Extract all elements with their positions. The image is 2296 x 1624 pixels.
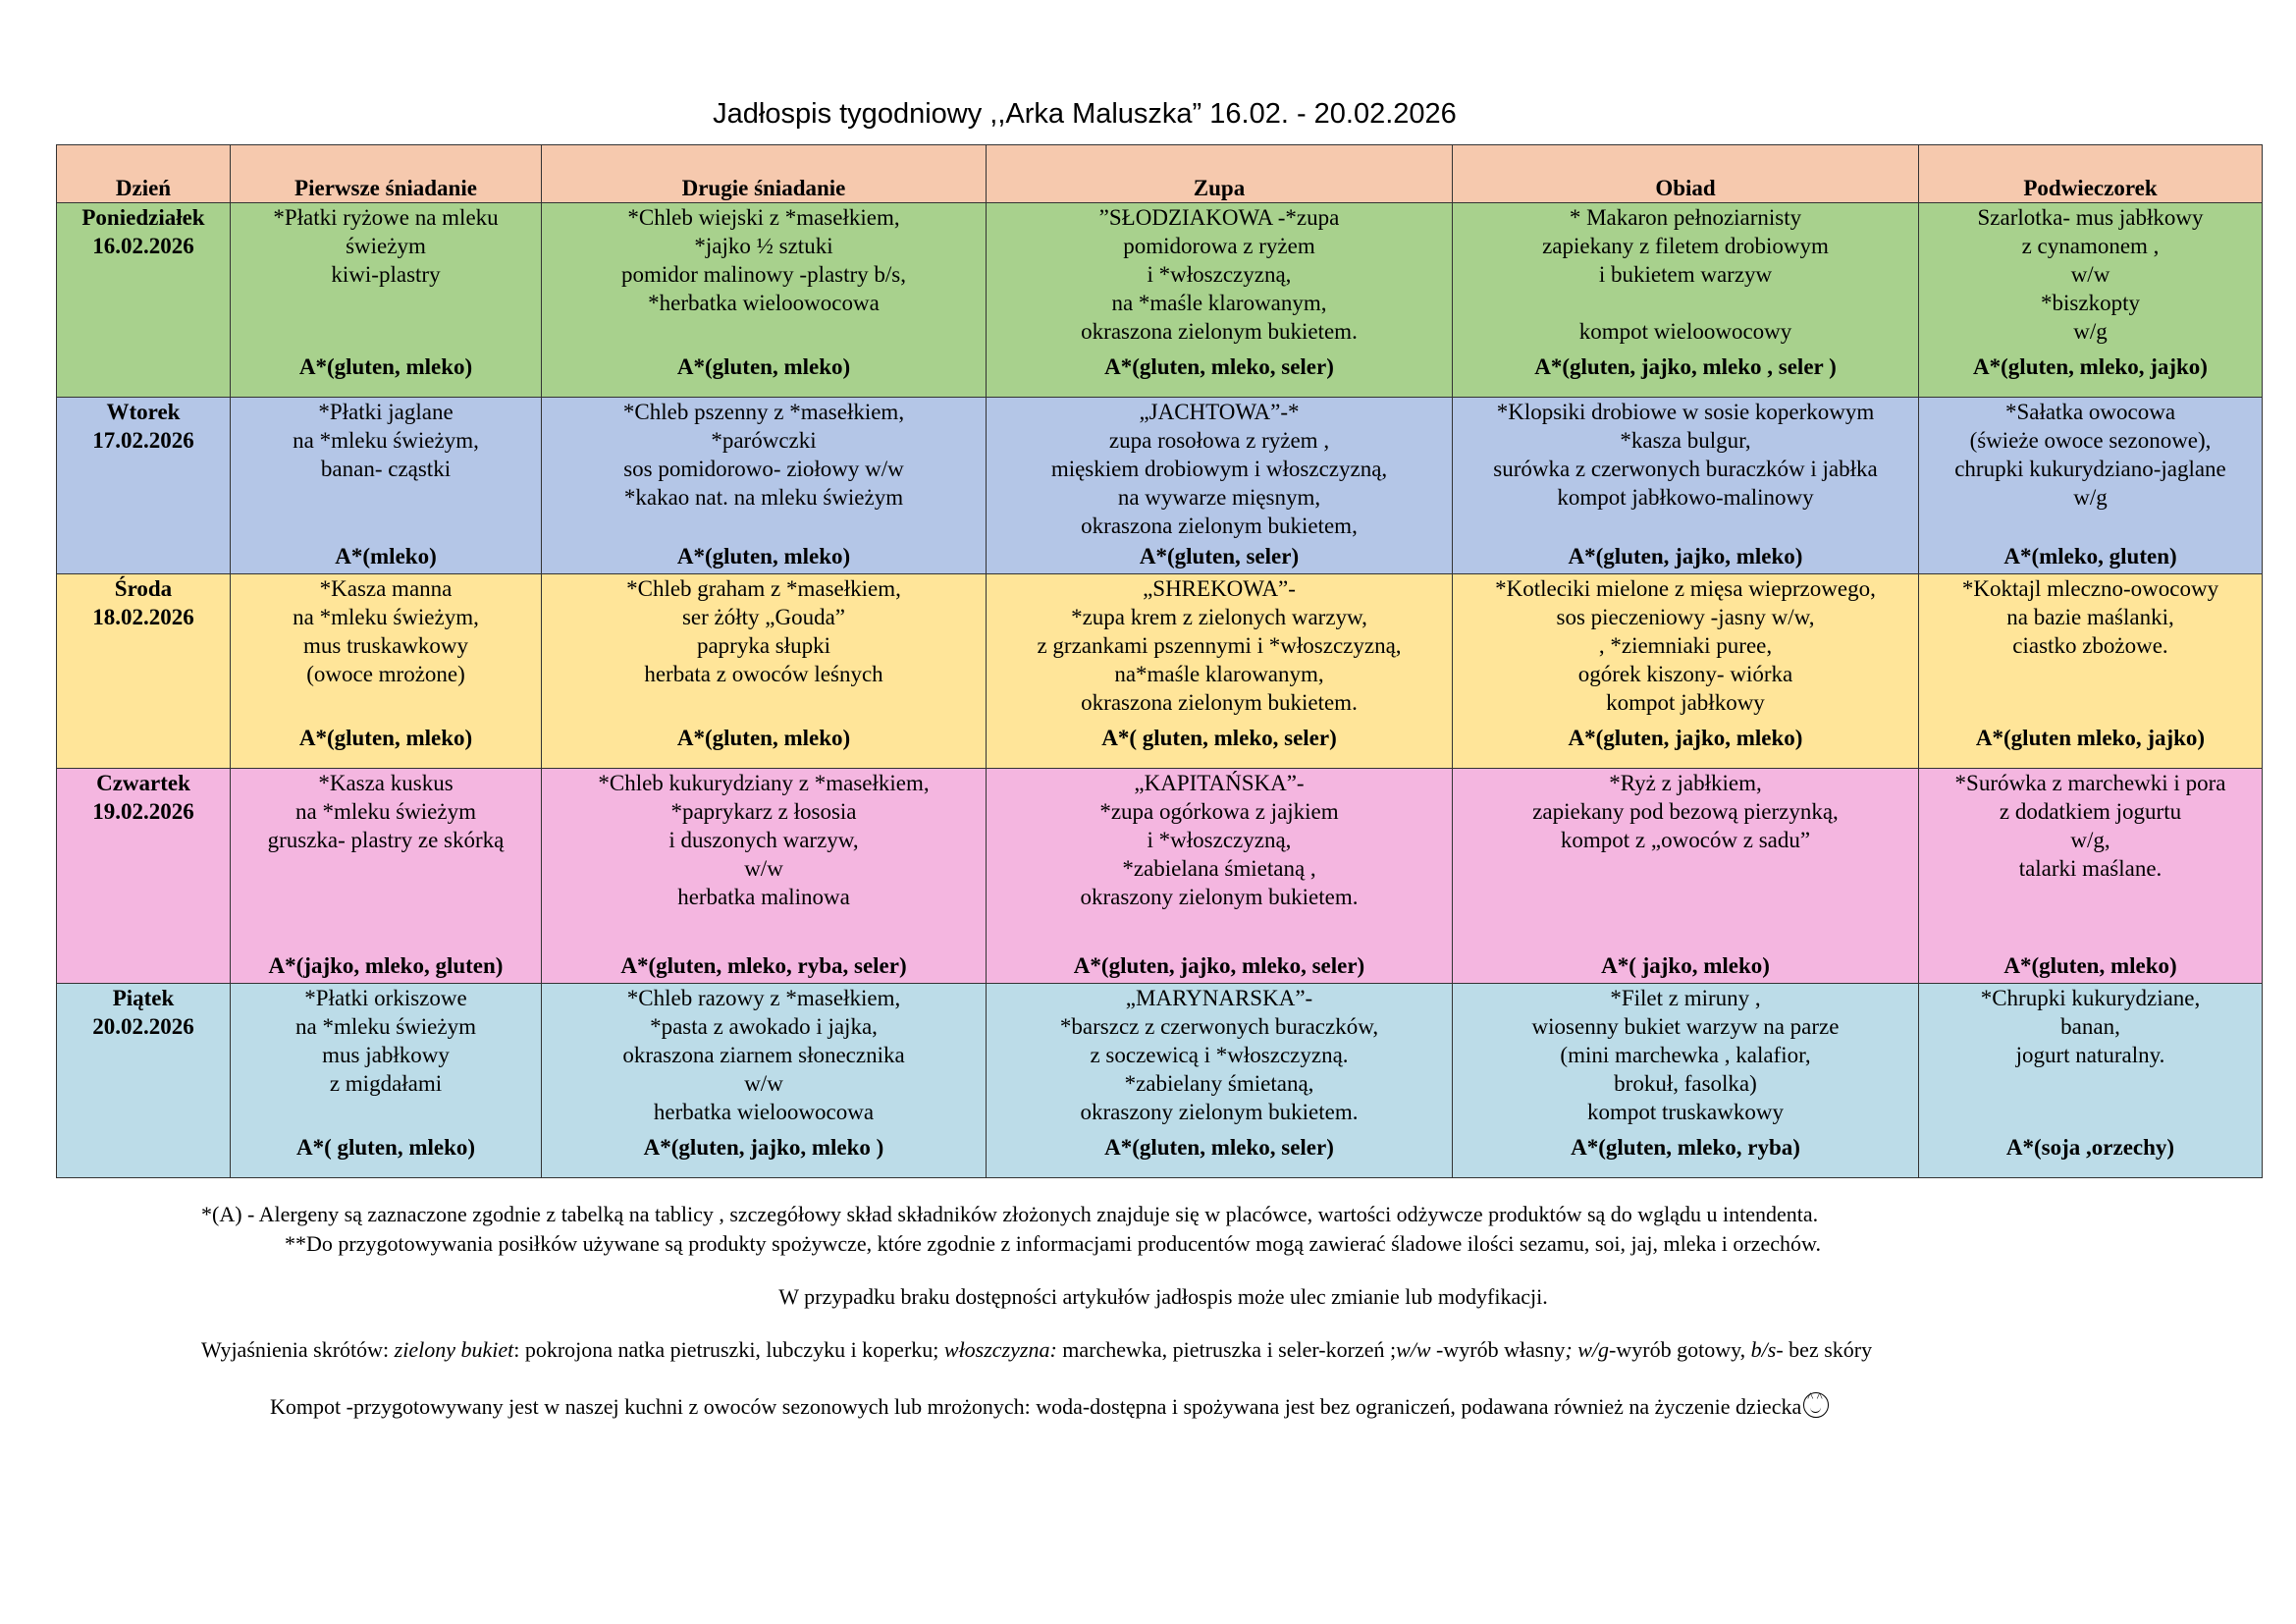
soup-allergens: A*(gluten, mleko, seler) [1104,354,1334,379]
soup-allergens: A*( gluten, mleko, seler) [1101,726,1337,750]
soup-cell [987,398,1453,574]
second-breakfast-text: *Chleb graham z *masełkiem, ser żółty „Gouda” papryka słupki herbata z owoców leśnych [626,576,901,686]
day-row [57,574,2263,769]
soup-cell [987,203,1453,398]
dinner-allergens: A*(gluten, jajko, mleko) [1568,726,1803,750]
second-breakfast-cell [542,769,987,984]
day-cell [57,398,231,574]
snack-allergens: A*(mleko, gluten) [2003,544,2177,568]
snack-cell [1919,398,2263,574]
soup-cell [987,574,1453,769]
day-cell [57,769,231,984]
day-name: Wtorek [106,400,181,424]
abbr-term: ; w/g [1565,1337,1610,1362]
header-row [57,145,2263,203]
abbr-prefix: Wyjaśnienia skrótów: [201,1337,395,1362]
day-date: 16.02.2026 [92,234,194,258]
day-row [57,203,2263,398]
abbr-term: w/w [1396,1337,1431,1362]
second-breakfast-allergens: A*(gluten, mleko) [676,726,851,750]
second-breakfast-text: *Chleb wiejski z *masełkiem, *jajko ½ sztuki pomidor malinowy -plastry b/s, *herbatka wieloowocowa [620,205,907,315]
header-second-breakfast: Drugie śniadanie [542,145,987,203]
snack-allergens: A*(gluten mleko, jajko) [1975,726,2206,750]
breakfast-cell [231,203,542,398]
soup-allergens: A*(gluten, seler) [1139,544,1300,568]
second-breakfast-cell [542,574,987,769]
snack-text: *Sałatka owocowa (świeże owoce sezonowe), chrupki kukurydziano-jaglane w/g [1954,400,2226,510]
day-date: 17.02.2026 [92,428,194,453]
menu-table [56,144,2263,1178]
dinner-cell [1453,398,1919,574]
kompot-text: Kompot -przygotowywany jest w naszej kuchni z owoców sezonowych lub mrożonych: woda-dostępna i spożywana jest bez ograniczeń, podawana również na życzenie dziecka [270,1394,1802,1419]
second-breakfast-cell [542,984,987,1178]
breakfast-cell [231,769,542,984]
snack-cell [1919,203,2263,398]
snack-text: *Chrupki kukurydziane, banan, jogurt naturalny. [1980,986,2201,1067]
smiley-face-icon [1803,1392,1829,1418]
dinner-cell [1453,574,1919,769]
second-breakfast-allergens: A*(gluten, mleko) [676,544,851,568]
dinner-allergens: A*(gluten, jajko, mleko) [1568,544,1803,568]
note-changes: W przypadku braku dostępności artykułów jadłospis może ulec zmianie lub modyfikacji. [778,1284,1548,1309]
breakfast-text: *Płatki orkiszowe na *mleku świeżym mus jabłkowy z migdałami [295,986,476,1096]
soup-text: „SHREKOWA”- *zupa krem z zielonych warzyw, z grzankami pszennymi i *włoszczyzną, na*maśle klarowanym, okraszona zielonym bukietem. [1037,576,1402,715]
breakfast-allergens: A*(gluten, mleko) [298,354,473,379]
breakfast-cell [231,574,542,769]
snack-text: *Surówka z marchewki i pora z dodatkiem jogurtu w/g, talarki maślane. [1954,771,2226,881]
snack-allergens: A*(gluten, mleko, jajko) [1973,354,2208,379]
breakfast-cell [231,984,542,1178]
second-breakfast-cell [542,398,987,574]
second-breakfast-allergens: A*(gluten, mleko, ryba, seler) [620,953,907,978]
snack-text: Szarlotka- mus jabłkowy z cynamonem , w/w *biszkopty w/g [1977,205,2204,344]
dinner-text: *Klopsiki drobiowe w sosie koperkowym *kasza bulgur, surówka z czerwonych buraczków i jabłka kompot jabłkowo-malinowy [1493,400,1878,510]
breakfast-allergens: A*( gluten, mleko) [295,1135,476,1160]
dinner-allergens: A*(gluten, jajko, mleko , seler ) [1534,354,1837,379]
header-soup: Zupa [987,145,1453,203]
soup-cell [987,769,1453,984]
day-name: Czwartek [96,771,190,795]
breakfast-cell [231,398,542,574]
breakfast-text: *Płatki ryżowe na mleku świeżym kiwi-plastry [273,205,499,287]
abbr-definition: : pokrojona natka pietruszki, lubczyku i koperku; [513,1337,944,1362]
abbr-definition: -wyrób własny [1430,1337,1566,1362]
day-date: 19.02.2026 [92,799,194,824]
abbr-definition: marchewka, pietruszka i seler-korzeń ; [1056,1337,1397,1362]
snack-text: *Koktajl mleczno-owocowy na bazie maślanki, ciastko zbożowe. [1961,576,2219,658]
soup-text: „KAPITAŃSKA”- *zupa ogórkowa z jajkiem i *włoszczyzną, *zabielana śmietaną , okraszony zielonym bukietem. [1080,771,1359,909]
dinner-cell [1453,769,1919,984]
abbr-term: włoszczyzna: [943,1337,1057,1362]
soup-text: „JACHTOWA”-* zupa rosołowa z ryżem , mięskiem drobiowym i włoszczyzną, na wywarze mięsnym, okraszona zielonym bukietem, [1050,400,1388,538]
abbr-definition: - bez skóry [1776,1337,1873,1362]
day-name: Piątek [112,986,175,1010]
soup-allergens: A*(gluten, mleko, seler) [1104,1135,1334,1160]
second-breakfast-allergens: A*(gluten, jajko, mleko ) [643,1135,884,1160]
abbr-definition: -wyrób gotowy, [1609,1337,1751,1362]
note-traces: **Do przygotowywania posiłków używane są produkty spożywcze, które zgodnie z informacjami producentów mogą zawierać śladowe ilości sezamu, soi, jaj, mleka i orzechów. [285,1231,1821,1256]
snack-cell [1919,984,2263,1178]
second-breakfast-allergens: A*(gluten, mleko) [676,354,851,379]
second-breakfast-cell [542,203,987,398]
day-date: 20.02.2026 [92,1014,194,1039]
breakfast-text: *Kasza manna na *mleku świeżym, mus truskawkowy (owoce mrożone) [293,576,479,686]
soup-cell [987,984,1453,1178]
dinner-cell [1453,984,1919,1178]
header-dinner: Obiad [1453,145,1919,203]
day-name: Środa [114,576,173,601]
day-row [57,984,2263,1178]
day-row [57,398,2263,574]
breakfast-allergens: A*(jajko, mleko, gluten) [268,953,504,978]
page-title: Jadłospis tygodniowy ,,Arka Maluszka” 16.02. - 20.02.2026 [713,98,1457,130]
dinner-text: *Ryż z jabłkiem, zapiekany pod bezową pierzynką, kompot z „owoców z sadu” [1532,771,1839,852]
soup-text: ”SŁODZIAKOWA -*zupa pomidorowa z ryżem i *włoszczyzną, na *maśle klarowanym, okraszona zielonym bukietem. [1081,205,1358,344]
day-cell [57,984,231,1178]
day-name: Poniedziałek [81,205,205,230]
abbr-term: b/s [1750,1337,1777,1362]
breakfast-allergens: A*(gluten, mleko) [298,726,473,750]
note-kompot [270,1392,1829,1420]
dinner-cell [1453,203,1919,398]
snack-allergens: A*(gluten, mleko) [2003,953,2177,978]
dinner-text: *Filet z miruny , wiosenny bukiet warzyw na parze (mini marchewka , kalafior, brokuł, fasolka) kompot truskawkowy [1531,986,1840,1124]
dinner-text: * Makaron pełnoziarnisty zapiekany z filetem drobiowym i bukietem warzyw kompot wieloowocowy [1542,205,1829,344]
soup-text: „MARYNARSKA”- *barszcz z czerwonych buraczków, z soczewicą i *włoszczyzną. *zabielany śmietaną, okraszony zielonym bukietem. [1059,986,1379,1124]
second-breakfast-text: *Chleb kukurydziany z *masełkiem, *paprykarz z łososia i duszonych warzyw, w/w herbatka malinowa [598,771,930,909]
header-breakfast: Pierwsze śniadanie [231,145,542,203]
note-abbreviations [201,1337,1872,1363]
day-cell [57,203,231,398]
breakfast-allergens: A*(mleko) [335,544,437,568]
snack-cell [1919,769,2263,984]
breakfast-text: *Kasza kuskus na *mleku świeżym gruszka- plastry ze skórką [267,771,505,852]
dinner-allergens: A*(gluten, mleko, ryba) [1571,1135,1800,1160]
header-day: Dzień [57,145,231,203]
header-snack: Podwieczorek [1919,145,2263,203]
snack-allergens: A*(soja ,orzechy) [2005,1135,2175,1160]
second-breakfast-text: *Chleb razowy z *masełkiem, *pasta z awokado i jajka, okraszona ziarnem słonecznika w/w herbatka wieloowocowa [622,986,905,1124]
soup-allergens: A*(gluten, jajko, mleko, seler) [1073,953,1365,978]
dinner-allergens: A*( jajko, mleko) [1601,953,1770,978]
snack-cell [1919,574,2263,769]
second-breakfast-text: *Chleb pszenny z *masełkiem, *parówczki sos pomidorowo- ziołowy w/w *kakao nat. na mleku świeżym [622,400,905,510]
note-allergens: *(A) - Alergeny są zaznaczone zgodnie z tabelką na tablicy , szczegółowy skład składników złożonych znajduje się w placówce, wartości odżywcze produktów są do wglądu u intendenta. [201,1202,1819,1226]
breakfast-text: *Płatki jaglane na *mleku świeżym, banan- cząstki [293,400,479,481]
abbr-term: zielony bukiet [394,1337,514,1362]
day-row [57,769,2263,984]
day-cell [57,574,231,769]
day-date: 18.02.2026 [92,605,194,629]
dinner-text: *Kotleciki mielone z mięsa wieprzowego, sos pieczeniowy -jasny w/w, , *ziemniaki puree, ogórek kiszony- wiórka kompot jabłkowy [1495,576,1876,715]
